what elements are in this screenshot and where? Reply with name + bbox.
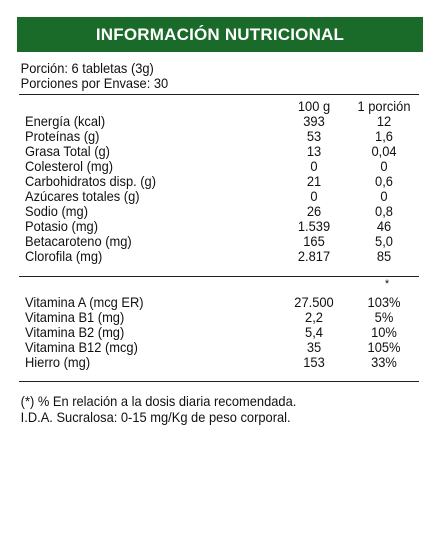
value-per-portion: 5,0 bbox=[375, 233, 393, 249]
nutrient-label: Energía (kcal) bbox=[25, 113, 106, 129]
value-per-portion: 105% bbox=[367, 339, 401, 355]
nutrient-rows bbox=[21, 114, 423, 264]
table-row bbox=[21, 355, 423, 370]
value-per-100g: 153 bbox=[303, 354, 325, 370]
value-per-100g: 1.539 bbox=[297, 218, 331, 234]
nutrient-label: Vitamina A (mcg ER) bbox=[25, 294, 144, 310]
value-per-portion: 85 bbox=[376, 248, 392, 264]
value-per-100g: 0 bbox=[310, 158, 318, 174]
daily-value-mark-row bbox=[17, 277, 423, 291]
table-row bbox=[21, 189, 423, 204]
nutrient-label: Potasio (mg) bbox=[25, 218, 99, 234]
table-row bbox=[21, 310, 423, 325]
footnotes bbox=[17, 393, 391, 425]
nutrient-label: Carbohidratos disp. (g) bbox=[25, 173, 157, 189]
table-row bbox=[21, 144, 423, 159]
table-row bbox=[21, 325, 423, 340]
value-per-portion: 103% bbox=[367, 294, 401, 310]
nutrient-label: Vitamina B1 (mg) bbox=[25, 309, 125, 325]
nutrition-facts-panel bbox=[17, 17, 423, 425]
table-row bbox=[21, 219, 423, 234]
header-title: INFORMACIÓN NUTRICIONAL bbox=[95, 25, 345, 44]
vitamin-table bbox=[17, 295, 423, 370]
column-header-portion: 1 porción bbox=[357, 98, 411, 114]
divider bbox=[19, 94, 419, 95]
value-per-portion: 10% bbox=[371, 324, 397, 340]
value-per-100g: 393 bbox=[303, 113, 325, 129]
servings-per-pack: Porciones por Envase: 30 bbox=[20, 75, 169, 91]
value-per-100g: 13 bbox=[306, 143, 322, 159]
table-row bbox=[21, 129, 423, 144]
nutrient-table bbox=[17, 99, 423, 264]
nutrient-label: Betacaroteno (mg) bbox=[25, 233, 132, 249]
divider bbox=[19, 381, 419, 382]
value-per-portion: 46 bbox=[376, 218, 392, 234]
value-per-portion: 5% bbox=[374, 309, 394, 325]
value-per-100g: 21 bbox=[306, 173, 322, 189]
footnote-sucralose: I.D.A. Sucralosa: 0-15 mg/Kg de peso corporal. bbox=[20, 409, 291, 425]
nutrition-header bbox=[17, 17, 423, 52]
value-per-100g: 5,4 bbox=[305, 324, 323, 340]
nutrient-label: Grasa Total (g) bbox=[25, 143, 110, 159]
value-per-portion: 12 bbox=[376, 113, 392, 129]
table-row bbox=[21, 340, 423, 355]
nutrient-label: Azúcares totales (g) bbox=[25, 188, 140, 204]
table-row bbox=[21, 204, 423, 219]
nutrient-label: Proteínas (g) bbox=[25, 128, 100, 144]
serving-portion: Porción: 6 tabletas (3g) bbox=[20, 60, 154, 76]
column-header-100g: 100 g bbox=[297, 98, 331, 114]
daily-value-asterisk: * bbox=[384, 278, 390, 290]
value-per-portion: 0 bbox=[380, 158, 388, 174]
table-row bbox=[21, 234, 423, 249]
nutrient-label: Vitamina B12 (mcg) bbox=[25, 339, 138, 355]
table-row bbox=[21, 174, 423, 189]
value-per-portion: 0 bbox=[380, 188, 388, 204]
value-per-100g: 2.817 bbox=[297, 248, 331, 264]
value-per-100g: 2,2 bbox=[305, 309, 323, 325]
value-per-100g: 165 bbox=[303, 233, 325, 249]
value-per-100g: 27.500 bbox=[294, 294, 334, 310]
value-per-portion: 33% bbox=[371, 354, 397, 370]
footnote-daily-value: (*) % En relación a la dosis diaria recomendada. bbox=[20, 393, 297, 409]
value-per-100g: 26 bbox=[306, 203, 322, 219]
nutrient-label: Sodio (mg) bbox=[25, 203, 88, 219]
nutrient-label: Clorofila (mg) bbox=[25, 248, 103, 264]
serving-info bbox=[17, 61, 391, 91]
vitamin-rows bbox=[21, 295, 423, 370]
table-row bbox=[21, 295, 423, 310]
value-per-100g: 53 bbox=[306, 128, 322, 144]
table-row bbox=[21, 159, 423, 174]
value-per-portion: 0,8 bbox=[375, 203, 393, 219]
value-per-100g: 35 bbox=[306, 339, 322, 355]
table-row bbox=[21, 249, 423, 264]
table-row bbox=[21, 114, 423, 129]
nutrient-label: Vitamina B2 (mg) bbox=[25, 324, 125, 340]
value-per-portion: 0,04 bbox=[371, 143, 397, 159]
value-per-portion: 0,6 bbox=[375, 173, 393, 189]
value-per-100g: 0 bbox=[310, 188, 318, 204]
nutrient-label: Hierro (mg) bbox=[25, 354, 91, 370]
nutrient-label: Colesterol (mg) bbox=[25, 158, 114, 174]
table-header-row bbox=[21, 99, 423, 114]
value-per-portion: 1,6 bbox=[375, 128, 393, 144]
